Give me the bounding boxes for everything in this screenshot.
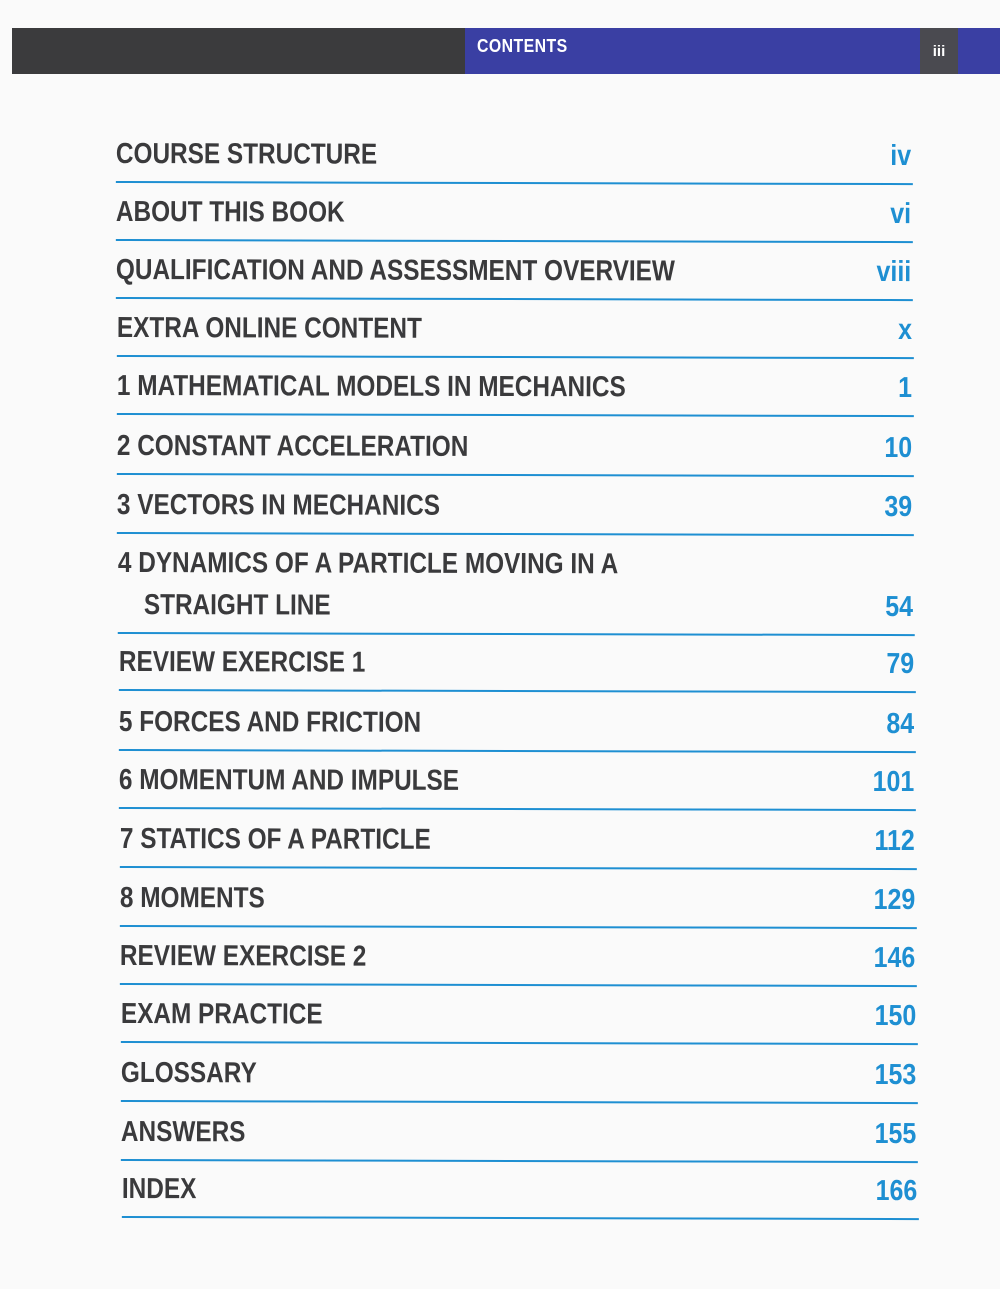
toc-entry-title: EXTRA ONLINE CONTENT — [116, 311, 422, 345]
toc-entry-page: vi — [890, 198, 911, 231]
header-page-number: iii — [920, 28, 958, 74]
toc-entry-title: INDEX — [121, 1173, 197, 1206]
toc-entry-page: viii — [876, 255, 911, 289]
header-bar — [12, 28, 1000, 74]
toc-entry-page: 112 — [874, 824, 915, 858]
toc-entry-title: REVIEW EXERCISE 2 — [119, 939, 367, 973]
toc-entry[interactable] — [117, 417, 914, 477]
toc-entry[interactable] — [116, 243, 913, 301]
toc-entry[interactable] — [118, 536, 915, 636]
toc-entry-title: 3 VECTORS IN MECHANICS — [116, 488, 441, 522]
page-title: CONTENTS — [477, 36, 568, 56]
toc-entry[interactable] — [116, 129, 913, 185]
toc-entry[interactable] — [120, 870, 917, 929]
toc-entry-title: GLOSSARY — [120, 1057, 257, 1090]
toc-entry[interactable] — [119, 693, 916, 753]
toc-entry[interactable] — [121, 1104, 918, 1163]
toc-entry-title: REVIEW EXERCISE 1 — [118, 645, 366, 679]
toc-entry-page: 84 — [886, 708, 914, 741]
toc-entry-page: 39 — [884, 491, 912, 524]
toc-entry-title: ANSWERS — [120, 1116, 246, 1149]
toc-entry[interactable] — [122, 1163, 919, 1220]
toc-entry-page: x — [898, 314, 912, 347]
toc-entry-title: EXAM PRACTICE — [120, 997, 323, 1031]
toc-entry-title: 7 STATICS OF A PARTICLE — [119, 822, 431, 856]
header-blue-band — [465, 28, 1000, 74]
toc-entry[interactable] — [117, 359, 914, 417]
toc-entry-page: 1 — [898, 372, 912, 405]
toc-entry-page: 101 — [872, 765, 914, 799]
toc-entry[interactable] — [120, 811, 917, 870]
toc-entry-title-line-2: STRAIGHT LINE — [143, 589, 331, 622]
toc-entry-title: QUALIFICATION AND ASSESSMENT OVERVIEW — [115, 253, 675, 288]
toc-entry-page: 146 — [873, 941, 915, 975]
toc-entry-page: 150 — [874, 999, 916, 1033]
toc-entry-page: 129 — [873, 883, 915, 917]
toc-entry-page: 153 — [874, 1058, 916, 1092]
toc-entry[interactable] — [120, 929, 917, 987]
toc-entry[interactable] — [117, 477, 914, 536]
toc-entry[interactable] — [119, 636, 916, 693]
toc-entry[interactable] — [116, 185, 913, 243]
toc-entry-title: 1 MATHEMATICAL MODELS IN MECHANICS — [116, 369, 626, 404]
toc-entry-title: 8 MOMENTS — [119, 881, 265, 915]
toc-entry-page: 10 — [884, 432, 912, 465]
toc-entry-page: 166 — [875, 1174, 917, 1208]
toc-entry-page: iv — [890, 140, 911, 173]
toc-entry-title: COURSE STRUCTURE — [115, 137, 378, 171]
toc-entry-title: 6 MOMENTUM AND IMPULSE — [118, 763, 460, 797]
toc-entry-title — [118, 542, 619, 627]
toc-entry-page: 54 — [885, 591, 913, 624]
toc-entry-title-line-1: 4 DYNAMICS OF A PARTICLE MOVING IN A — [117, 546, 619, 581]
toc-entry[interactable] — [117, 301, 914, 359]
toc-entry-title: 5 FORCES AND FRICTION — [118, 705, 422, 739]
toc-entry-title: ABOUT THIS BOOK — [115, 195, 345, 229]
toc-entry-page: 155 — [874, 1117, 916, 1151]
header-dark-band — [12, 28, 465, 74]
toc-entry-page: 79 — [886, 648, 914, 681]
toc-entry[interactable] — [121, 987, 918, 1045]
toc-entry[interactable] — [119, 753, 916, 811]
toc-entry-title: 2 CONSTANT ACCELERATION — [116, 429, 469, 463]
toc-entry[interactable] — [121, 1045, 918, 1104]
